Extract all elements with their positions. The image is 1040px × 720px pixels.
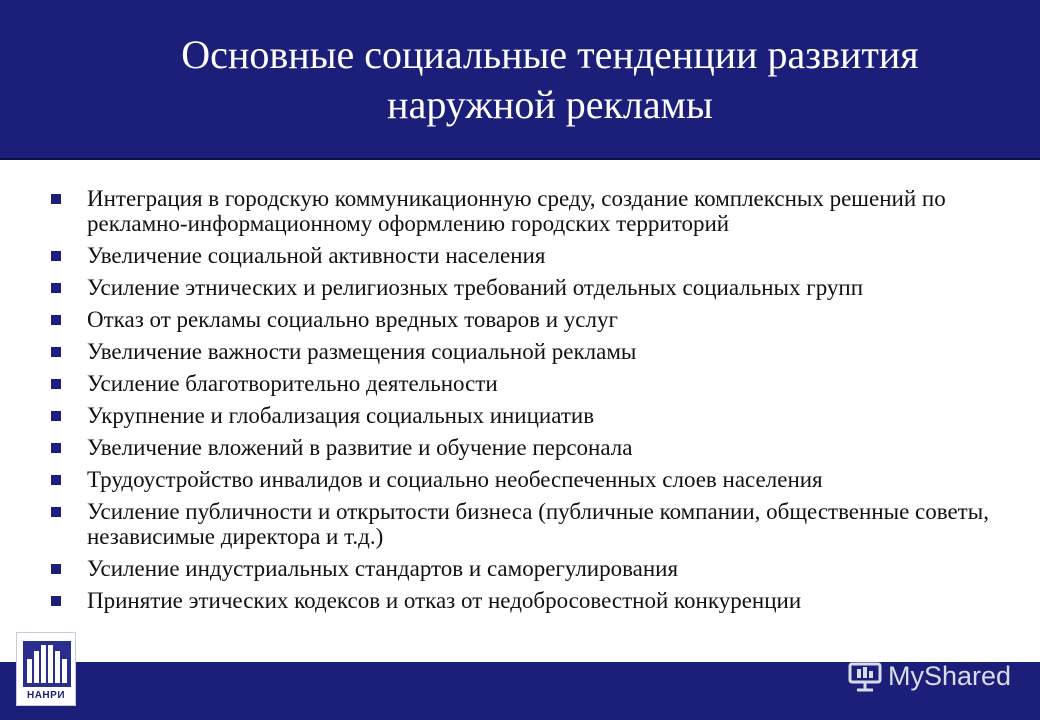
list-item <box>50 556 1010 581</box>
square-bullet-icon <box>51 379 61 389</box>
list-item <box>50 371 1010 396</box>
list-item-text: Укрупнение и глобализация социальных инициатив <box>87 403 595 428</box>
list-item <box>50 467 1010 492</box>
square-bullet-icon <box>51 596 61 606</box>
slide-title <box>60 30 1040 130</box>
square-bullet-icon <box>51 251 61 261</box>
list-item-text: Усиление публичности и открытости бизнеса (публичные компании, общественные советы, независимые директора и т.д.) <box>87 499 989 549</box>
square-bullet-icon <box>51 347 61 357</box>
square-bullet-icon <box>51 564 61 574</box>
list-item <box>50 588 1010 613</box>
title-banner <box>0 0 1040 160</box>
list-item <box>50 499 1010 549</box>
square-bullet-icon <box>51 475 61 485</box>
bullet-list-area <box>50 186 1010 620</box>
slide-title-line-1: Основные социальные тенденции развития <box>181 32 919 77</box>
square-bullet-icon <box>51 507 61 517</box>
list-item <box>50 339 1010 364</box>
watermark-text: MyShared <box>888 660 1012 691</box>
watermark <box>848 656 1011 696</box>
list-item-text: Увеличение вложений в развитие и обучение персонала <box>87 435 633 460</box>
list-item <box>50 435 1010 460</box>
nanri-logo <box>16 632 76 706</box>
list-item <box>50 307 1010 332</box>
list-item-text: Трудоустройство инвалидов и социально необеспеченных слоев населения <box>87 467 823 492</box>
list-item-text: Усиление благотворительно деятельности <box>87 371 498 396</box>
square-bullet-icon <box>51 283 61 293</box>
square-bullet-icon <box>51 443 61 453</box>
nanri-logo-icon <box>23 641 71 687</box>
list-item-text: Усиление этнических и религиозных требований отдельных социальных групп <box>87 275 864 300</box>
square-bullet-icon <box>51 194 61 204</box>
list-item <box>50 243 1010 268</box>
bullet-list <box>50 186 1010 613</box>
list-item-text: Усиление индустриальных стандартов и саморегулирования <box>87 556 679 581</box>
list-item-text: Увеличение социальной активности населения <box>87 243 546 268</box>
list-item-text: Отказ от рекламы социально вредных товаров и услуг <box>87 307 618 332</box>
list-item <box>50 275 1010 300</box>
presentation-icon <box>848 660 882 692</box>
slide-title-line-2: наружной рекламы <box>387 82 713 127</box>
list-item-text: Увеличение важности размещения социальной рекламы <box>87 339 637 364</box>
list-item-text: Интеграция в городскую коммуникационную среду, создание комплексных решений по рекламно-информационному оформлению городских территорий <box>87 186 946 236</box>
list-item <box>50 403 1010 428</box>
list-item <box>50 186 1010 236</box>
square-bullet-icon <box>51 315 61 325</box>
logo-text: НАНРИ <box>26 690 66 701</box>
square-bullet-icon <box>51 411 61 421</box>
list-item-text: Принятие этических кодексов и отказ от недобросовестной конкуренции <box>87 588 802 613</box>
